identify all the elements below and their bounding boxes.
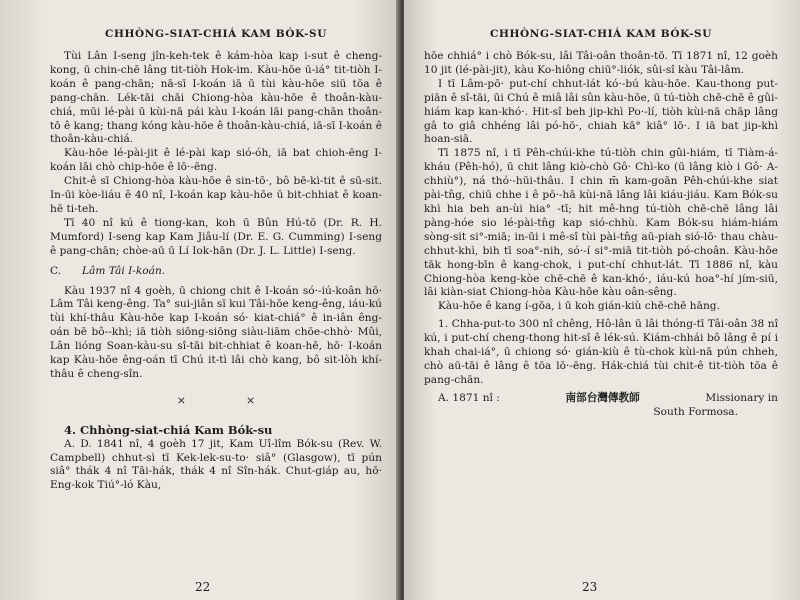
footnote-english: Missionary in	[705, 391, 778, 404]
paragraph: Tī 40 nî kú ê tiong-kan, koh ū Bûn Hú-tō (Dr. R. H. Mumford) I-seng kap Kam Jiâu-lí (Dr. E. G. Cumming) I-seng ê pang-chān; chòe-aū ū Lí Iok-hān (Dr. J. L. Little) I-seng.	[50, 216, 382, 257]
paragraph: I tī Lâm-pō· put-chí chhut-lát kó·-bú kàu-hōe. Kau-thong put-piān ê sî-tāi, ūi Chú ê miâ lâi sûn kàu-hōe, ū tú-tiòh chē-chē ê gûi-hiám kap kan-khó·. Hit-sî beh jip-khì Po·-lí, tiòh kùi-nā chāp lâng gâ to giâ chhéng lâi pó-hō·, chiah kā° kiâ° lō·. I iā bat jip-khì hoan-siā.	[424, 77, 778, 146]
subsection-heading	[50, 265, 382, 279]
paragraph: A. D. 1841 nî, 4 goèh 17 jit, Kam Uî-lîm Bók-su (Rev. W. Campbell) chhut-sì tī Kek-lek-su-to· siâ° (Glasgow), tī pún siâ° thák 4 nî Tāi-hák, thák 4 nî Sîn-hák. Chut-giáp au, hō· Eng-kok Tiú°-ló Kàu,	[50, 437, 382, 492]
subsection-title: Lâm Tâi I-koán.	[82, 264, 166, 277]
footnote-label: A. 1871 nî :	[438, 391, 500, 404]
right-text	[424, 50, 778, 420]
left-text	[50, 50, 382, 493]
paragraph: Kàu 1937 nî 4 goèh, ū chiong chit ê I-koán só·-iú-koân hō· Lâm Tâi keng-êng. Ta° sui-jiân sī kui Tâi-hōe keng-êng, iáu-kú tùi khí-thâu Kàu-hōe kap I-koán só· kiat-chiá° ê in-iân êng-oán bē bô--khì; iā tiòh siōng-siōng siàu-liām chōe-chhò· Mûi, Lân lióng Soan-kàu-su sî-tāi bit-chhiat ê koan-hē, hō· I-koán kap Kàu-hōe êng-oán tī Chú it-tì lâi chò kang, bô sit-lòh khí-thâu ê cheng-sîn.	[50, 284, 382, 380]
paragraph: Chit-ê sī Chiong-hòa kàu-hōe ê sin-tō·, bô bē-kì-tit ê sū-sit. In-ūi kòe-liáu ê 40 nî, I-koán kap kàu-hōe ū bit-chhiat ê koan-hē ti-teh.	[50, 175, 382, 215]
paragraph: hōe chhiá° i chò Bók-su, lâi Tâi-oân thoân-tō. Tī 1871 nî, 12 goèh 10 jit (lé-pài-jit), kàu Ko-hiông chiū°-liók, sûi-sî kàu Tâi-lâm.	[424, 50, 778, 76]
paragraph: 1. Chha-put-to 300 nî chêng, Hô-lân ū lâi thóng-tī Tâi-oân 38 nî kú, i put-chí cheng-thong hit-sî ê lék-sú. Kiám-chhái bô lâng ê pí i khah chai-iá°, ū chiong só· gián-kiù ê tù-chok kùi-nā pún chheh, chò aū-tāi ê lâng ê tōa lō·-ēng. Hák-chiá tùi chit-ê tit-tiòh tōa ê pang-chān.	[424, 318, 778, 386]
section-title: 4. Chhòng-siat-chiá Kam Bók-su	[64, 422, 273, 437]
paragraph: Tī 1875 nî, i tī Pêh-chúi-khe tú-tiòh chin gûi-hiám, tī Tiàm-á-kháu (Pêh-hó), ū chit lâng kiò-chò Gô· Chì-ko (ū lâng kiò i Gô· A-chhiù°), ná thó·-hūi-thâu. I chin m̄ kam-goān Pêh-chúi-khe siat pài-tn̂g, chiū chhe i ê pō·-hā kùi-nā lâng lâi kiáu-jiáu. Kam Bók-su khì hia beh an-ùi hia° -tī; hit mê-hng tú-tiòh chē-chē lâng lâi pàng-hóe sio lé-pài-tn̂g kap sió-chhù. Kam Bók-su hiám-hiám sòng-sit si°-miā; in-ūi i mê-sî tùi pài-tn̂g aū-piah sió-lō· thau chàu-chhut-khì, bih tī soa°-nih, só·-í si°-miā tit-tiòh pó-choân. Kàu-hōe tāk hong-bīn ê kang-chok, i put-chí chhut-lát. Tī 1886 nî, kàu Chiong-hòa keng-kòe chē-chē ê kan-khó·, iáu-kú hoa°-hí jím-siū, lâi kiàn-siat Chiong-hòa Kàu-hōe kàu oân-sêng.	[424, 147, 778, 299]
paragraph: Tùi Lân I-seng jîn-keh-tek ê kám-hòa kap i-sut ê cheng-kong, ū chin-chē lâng tit-tiòh Hok-im. Kàu-hōe ū-iá° tit-tiòh I-koán ê pang-chān; nā-sī I-koán iā ū tùi kàu-hōe siū tōa ê pang-chān. Lék-tāi chāi Chiong-hòa kàu-hōe ê thoân-kàu-chiá, mūi lé-pài ū kùi-nā pái kàu I-koán lāi pang-chān thoân-tō ê kang; thang kóng kàu-hōe ê thoân-kàu-chiá, iā-sī I-koán ê thoân-kàu-chiá.	[50, 50, 382, 146]
paragraph: Kàu-hōe ê kang í-gōa, i ū koh gián-kiù chē-chē hāng.	[438, 300, 720, 313]
footnote-english-cont: South Formosa.	[653, 405, 738, 418]
divider-cross: ×	[176, 393, 186, 407]
paragraph: Kàu-hōe lé-pài-jit ê lé-pài kap sió-óh, iā bat chioh-ēng I-koán lāi chò chip-hōe ê lō·-ēng.	[50, 147, 382, 174]
footnote-line	[424, 392, 778, 406]
footnote-chinese: 南部台灣傳教師	[565, 391, 640, 404]
page-number-left: 22	[195, 580, 211, 594]
section-divider	[50, 394, 382, 408]
page-number-right: 23	[582, 580, 598, 594]
subsection-number: C.	[50, 264, 62, 277]
divider-cross: ×	[246, 393, 256, 407]
running-head-right: CHHÒNG-SIAT-CHIÁ KAM BÓK-SU	[490, 28, 712, 40]
running-head-left: CHHÒNG-SIAT-CHIÁ KAM BÓK-SU	[105, 28, 327, 40]
right-page	[404, 0, 800, 600]
